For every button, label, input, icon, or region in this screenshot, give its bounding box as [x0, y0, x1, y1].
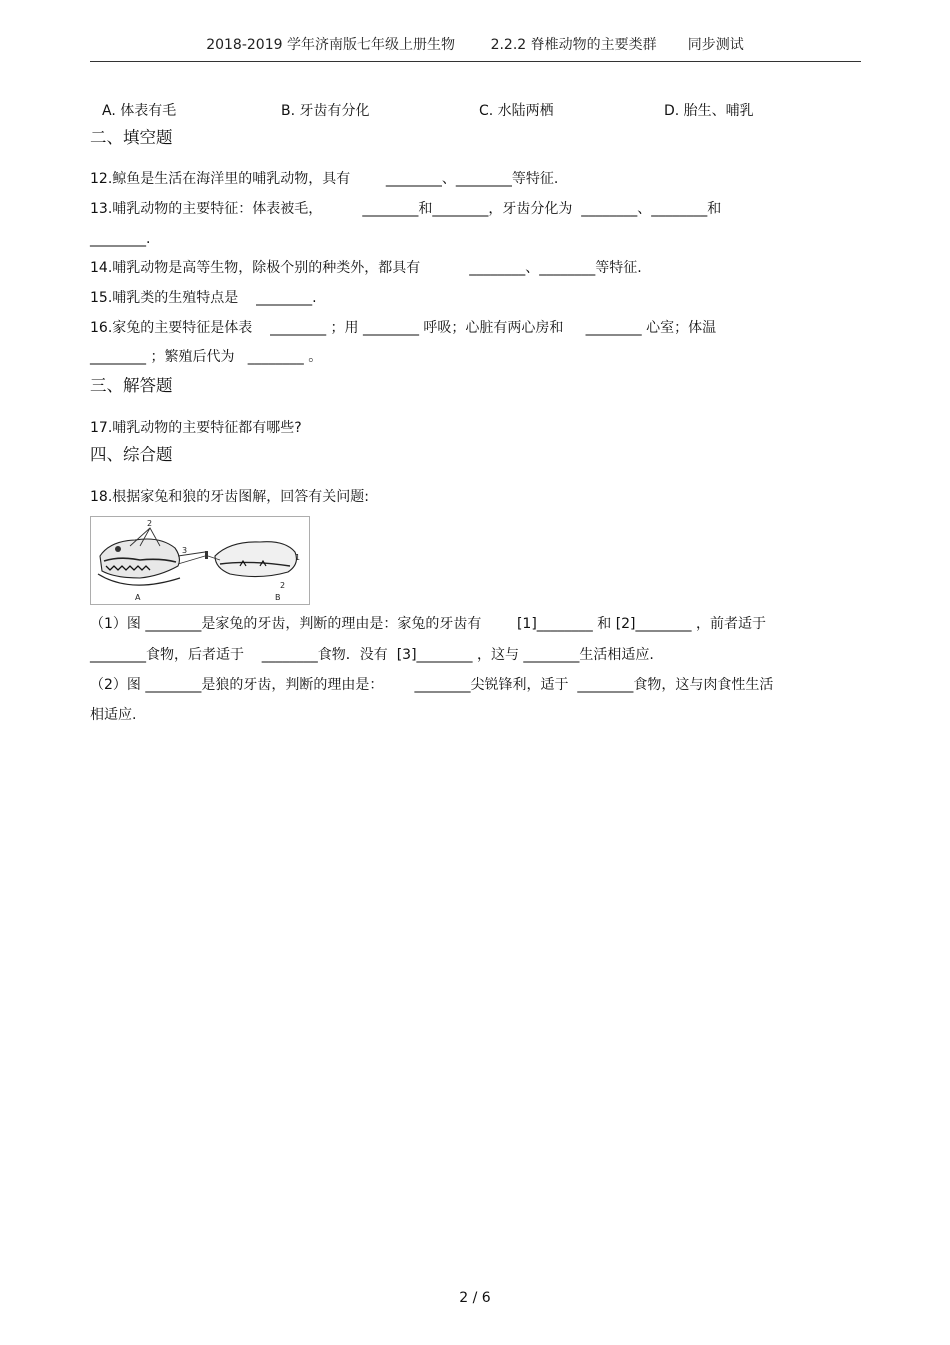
label-2-a: 2	[147, 519, 153, 528]
section-comprehensive: 四、综合题	[90, 445, 173, 464]
question-17: 17.哺乳动物的主要特征都有哪些?	[90, 420, 302, 436]
label-2-b: 2	[280, 581, 286, 590]
question-14: 14.哺乳动物是高等生物，除极个别的种类外，都具有 ________、________等特征.	[90, 260, 642, 276]
question-18-1: （1）图 ________是家兔的牙齿，判断的理由是：家兔的牙齿有 [1]________ 和 [2]________ ，前者适于	[90, 616, 766, 632]
question-18-2-cont: 相适应.	[90, 707, 137, 723]
section-fill-blank: 二、填空题	[90, 128, 173, 147]
question-16-cont: ________ ；繁殖后代为 ________ 。	[90, 349, 323, 365]
question-18-1-cont: ________食物，后者适于 ________食物．没有 [3]________ ，这与 ________生活相适应.	[90, 647, 654, 663]
teeth-diagram	[90, 516, 310, 605]
header-rule	[90, 61, 861, 62]
option-d: D. 胎生、哺乳	[664, 103, 754, 119]
section-answer: 三、解答题	[90, 376, 173, 395]
question-13: 13.哺乳动物的主要特征：体表被毛， ________和________，牙齿分化为 ________、________和	[90, 201, 722, 217]
label-1: 1	[295, 553, 301, 562]
page-header: 2018-2019 学年济南版七年级上册生物 2.2.2 脊椎动物的主要类群 同步测试	[206, 37, 744, 53]
question-18-2: （2）图 ________是狼的牙齿，判断的理由是： ________尖锐锋利，适于 ________食物，这与肉食性生活	[90, 677, 774, 693]
question-15: 15.哺乳类的生殖特点是 ________.	[90, 290, 317, 306]
label-b: B	[275, 593, 281, 602]
question-18: 18.根据家兔和狼的牙齿图解，回答有关问题:	[90, 489, 369, 505]
option-b: B. 牙齿有分化	[281, 103, 370, 119]
question-12: 12.鲸鱼是生活在海洋里的哺乳动物，具有 ________、________等特征.	[90, 171, 559, 187]
option-a: A. 体表有毛	[102, 103, 177, 119]
label-3: 3	[182, 546, 188, 555]
question-13-cont: ________.	[90, 231, 151, 247]
option-c: C. 水陆两栖	[479, 103, 554, 119]
page-number: 2 / 6	[459, 1290, 491, 1306]
label-a: A	[135, 593, 141, 602]
question-16: 16.家兔的主要特征是体表 ________ ；用 ________ 呼吸；心脏有两心房和 ________ 心室；体温	[90, 320, 717, 336]
